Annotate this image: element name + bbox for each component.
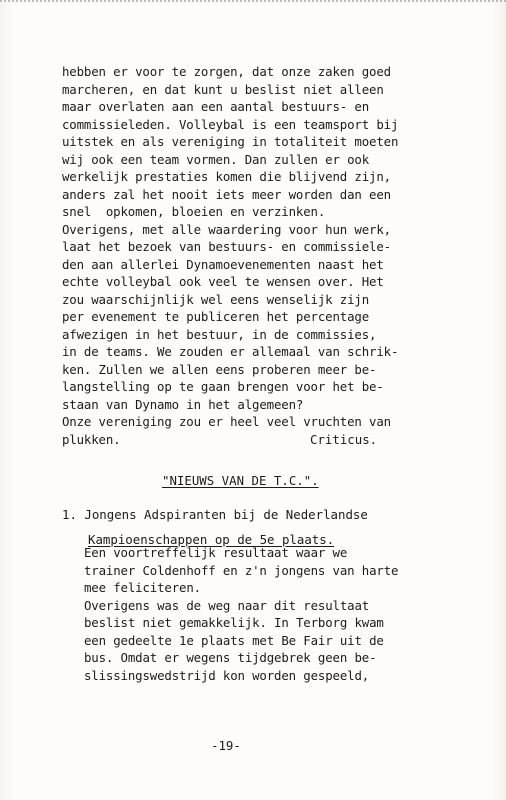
text-line: echte volleybal ook veel te wensen over. Het bbox=[62, 274, 384, 289]
item-body bbox=[84, 544, 484, 684]
text-line: mee feliciteren. bbox=[84, 580, 201, 595]
text-line: bus. Omdat er wegens tijdgebrek geen be- bbox=[84, 650, 377, 665]
text-line: laat het bezoek van bestuurs- en commissiele- bbox=[62, 239, 391, 254]
text-line: zou waarschijnlijk wel eens wenselijk zijn bbox=[62, 291, 370, 307]
text-line: marcheren, en dat kunt u beslist niet alleen bbox=[62, 81, 384, 97]
text-line: ken. Zullen we allen eens proberen meer be- bbox=[62, 361, 377, 377]
text-line: wij ook een team vormen. Dan zullen er ook bbox=[62, 151, 370, 167]
text-line: slissingswedstrijd kon worden gespeeld, bbox=[84, 667, 370, 683]
item-title: 1. Jongens Adspiranten bij de Nederlandse bbox=[62, 507, 368, 522]
author-signature: Criticus. bbox=[310, 432, 378, 447]
text-line: Overigens, met alle waardering voor hun werk, bbox=[62, 221, 391, 237]
text-line: afwezigen in het bestuur, in de commissies, bbox=[62, 326, 377, 342]
text-line: in de teams. We zouden er allemaal van schrik- bbox=[62, 344, 399, 359]
text-line: Overigens was de weg naar dit resultaat bbox=[84, 597, 370, 613]
text-line: werkelijk prestaties komen die blijvend zijn, bbox=[62, 169, 391, 184]
text-line: uitstek en als vereniging in totaliteit moeten bbox=[62, 134, 399, 149]
text-line: trainer Coldenhoff en z'n jongens van harte bbox=[84, 562, 399, 578]
page-number: -19- bbox=[211, 738, 241, 753]
text-line: snel opkomen, bloeien en verzinken. bbox=[62, 204, 326, 219]
text-line: anders zal het nooit iets meer worden dan een bbox=[62, 186, 391, 202]
text-line: hebben er voor te zorgen, dat onze zaken goed bbox=[62, 64, 391, 79]
text-line: maar overlaten aan een aantal bestuurs- en bbox=[62, 99, 370, 114]
item-title-continuation: Kampioenschappen op de 5e plaats. bbox=[88, 532, 335, 547]
perforated-edge bbox=[0, 0, 506, 8]
text-line: Onze vereniging zou er heel veel vruchten van bbox=[62, 414, 391, 429]
article-body bbox=[62, 63, 482, 448]
text-line: staan van Dynamo in het algemeen? bbox=[62, 396, 304, 412]
text-line: een gedeelte 1e plaats met Be Fair uit de bbox=[84, 632, 384, 648]
text-line: beslist niet gemakkelijk. In Terborg kwam bbox=[84, 615, 384, 630]
text-line: commissieleden. Volleybal is een teamsport bij bbox=[62, 116, 399, 132]
text-line: langstelling op te gaan brengen voor het be- bbox=[62, 379, 384, 394]
section-heading: "NIEUWS VAN DE T.C.". bbox=[162, 473, 319, 488]
text-line: Een voortreffelijk resultaat waar we bbox=[84, 545, 348, 560]
text-line: per evenement te publiceren het percentage bbox=[62, 309, 370, 324]
text-line: den aan allerlei Dynamoevenementen naast het bbox=[62, 256, 384, 272]
text-line: plukken. bbox=[62, 431, 121, 447]
